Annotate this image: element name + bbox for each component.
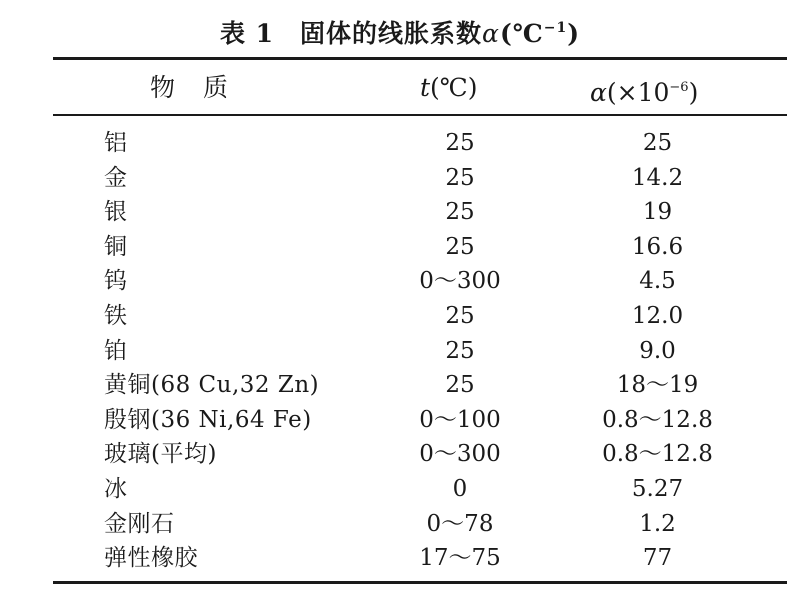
temperature-value: 25: [445, 372, 475, 399]
table-row: [0, 195, 800, 230]
caption-title: 表 1 固体的线胀系数: [219, 19, 483, 48]
table-row: [0, 264, 800, 299]
substance-name: 殷钢(36 Ni,64 Fe): [104, 406, 312, 433]
table-row: [0, 161, 800, 196]
temperature-value: 25: [445, 302, 475, 329]
coefficient-value: 9.0: [639, 337, 676, 364]
table-row: [0, 437, 800, 472]
temperature-unit: (℃): [430, 73, 478, 102]
substance-name: 弹性橡胶: [104, 545, 198, 572]
coefficient-value: 1.2: [639, 510, 676, 537]
table-top-rule: [53, 57, 787, 60]
table-header-rule: [53, 114, 787, 116]
column-header-coefficient: [590, 70, 698, 106]
caption-unit-open: (℃: [499, 19, 544, 48]
substance-name: 金: [104, 164, 128, 191]
coefficient-value: 14.2: [631, 164, 684, 191]
coefficient-value: 19: [642, 199, 673, 226]
temperature-value: 0～300: [419, 441, 501, 468]
coefficient-value: 12.0: [631, 302, 684, 329]
column-header-substance: 物质: [150, 73, 257, 102]
temperature-symbol: t: [420, 73, 431, 102]
substance-name: 银: [104, 199, 128, 226]
substance-name: 铝: [104, 130, 128, 156]
substance-name: 玻璃(平均): [104, 441, 217, 468]
table-body: [0, 126, 800, 576]
temperature-value: 25: [445, 130, 475, 156]
table-row: [0, 126, 800, 161]
caption-unit-close: ): [567, 19, 581, 48]
temperature-value: 25: [445, 164, 475, 191]
table-row: [0, 299, 800, 334]
caption-alpha-symbol: α: [482, 19, 500, 48]
coefficient-unit-exponent: −6: [669, 80, 689, 95]
coefficient-value: 25: [642, 130, 673, 156]
coefficient-unit-close: ): [688, 78, 699, 107]
temperature-value: 25: [445, 337, 475, 364]
substance-name: 铜: [104, 233, 128, 260]
coefficient-value: 0.8～12.8: [602, 441, 713, 468]
substance-name: 金刚石: [104, 510, 175, 537]
substance-name: 黄铜(68 Cu,32 Zn): [104, 372, 320, 399]
temperature-value: 0～300: [419, 268, 501, 295]
coefficient-value: 18～19: [616, 372, 699, 399]
coefficient-value: 0.8～12.8: [602, 406, 713, 433]
table-row: [0, 334, 800, 369]
table-bottom-rule: [53, 581, 787, 584]
coefficient-unit-open: (×10: [606, 78, 670, 107]
column-header-temperature: [420, 70, 478, 106]
substance-name: 铂: [104, 337, 128, 364]
table-row: [0, 230, 800, 265]
substance-name: 钨: [104, 268, 128, 295]
temperature-value: 17～75: [419, 545, 501, 572]
temperature-value: 0～100: [419, 406, 501, 433]
substance-name: 铁: [104, 302, 128, 329]
table-caption: [0, 14, 800, 50]
coefficient-symbol: α: [590, 78, 607, 107]
table-row: [0, 472, 800, 507]
coefficient-value: 5.27: [631, 475, 684, 502]
temperature-value: 0～78: [426, 510, 494, 537]
caption-unit-exponent: −1: [543, 20, 568, 36]
table-row: [0, 507, 800, 542]
temperature-value: 25: [445, 233, 475, 260]
table-row: [0, 403, 800, 438]
temperature-value: 0: [452, 475, 468, 502]
substance-name: 冰: [104, 475, 128, 502]
table-row: [0, 541, 800, 576]
temperature-value: 25: [445, 199, 475, 226]
coefficient-value: 16.6: [631, 233, 684, 260]
coefficient-value: 77: [642, 545, 673, 572]
coefficient-value: 4.5: [639, 268, 676, 295]
table-row: [0, 368, 800, 403]
